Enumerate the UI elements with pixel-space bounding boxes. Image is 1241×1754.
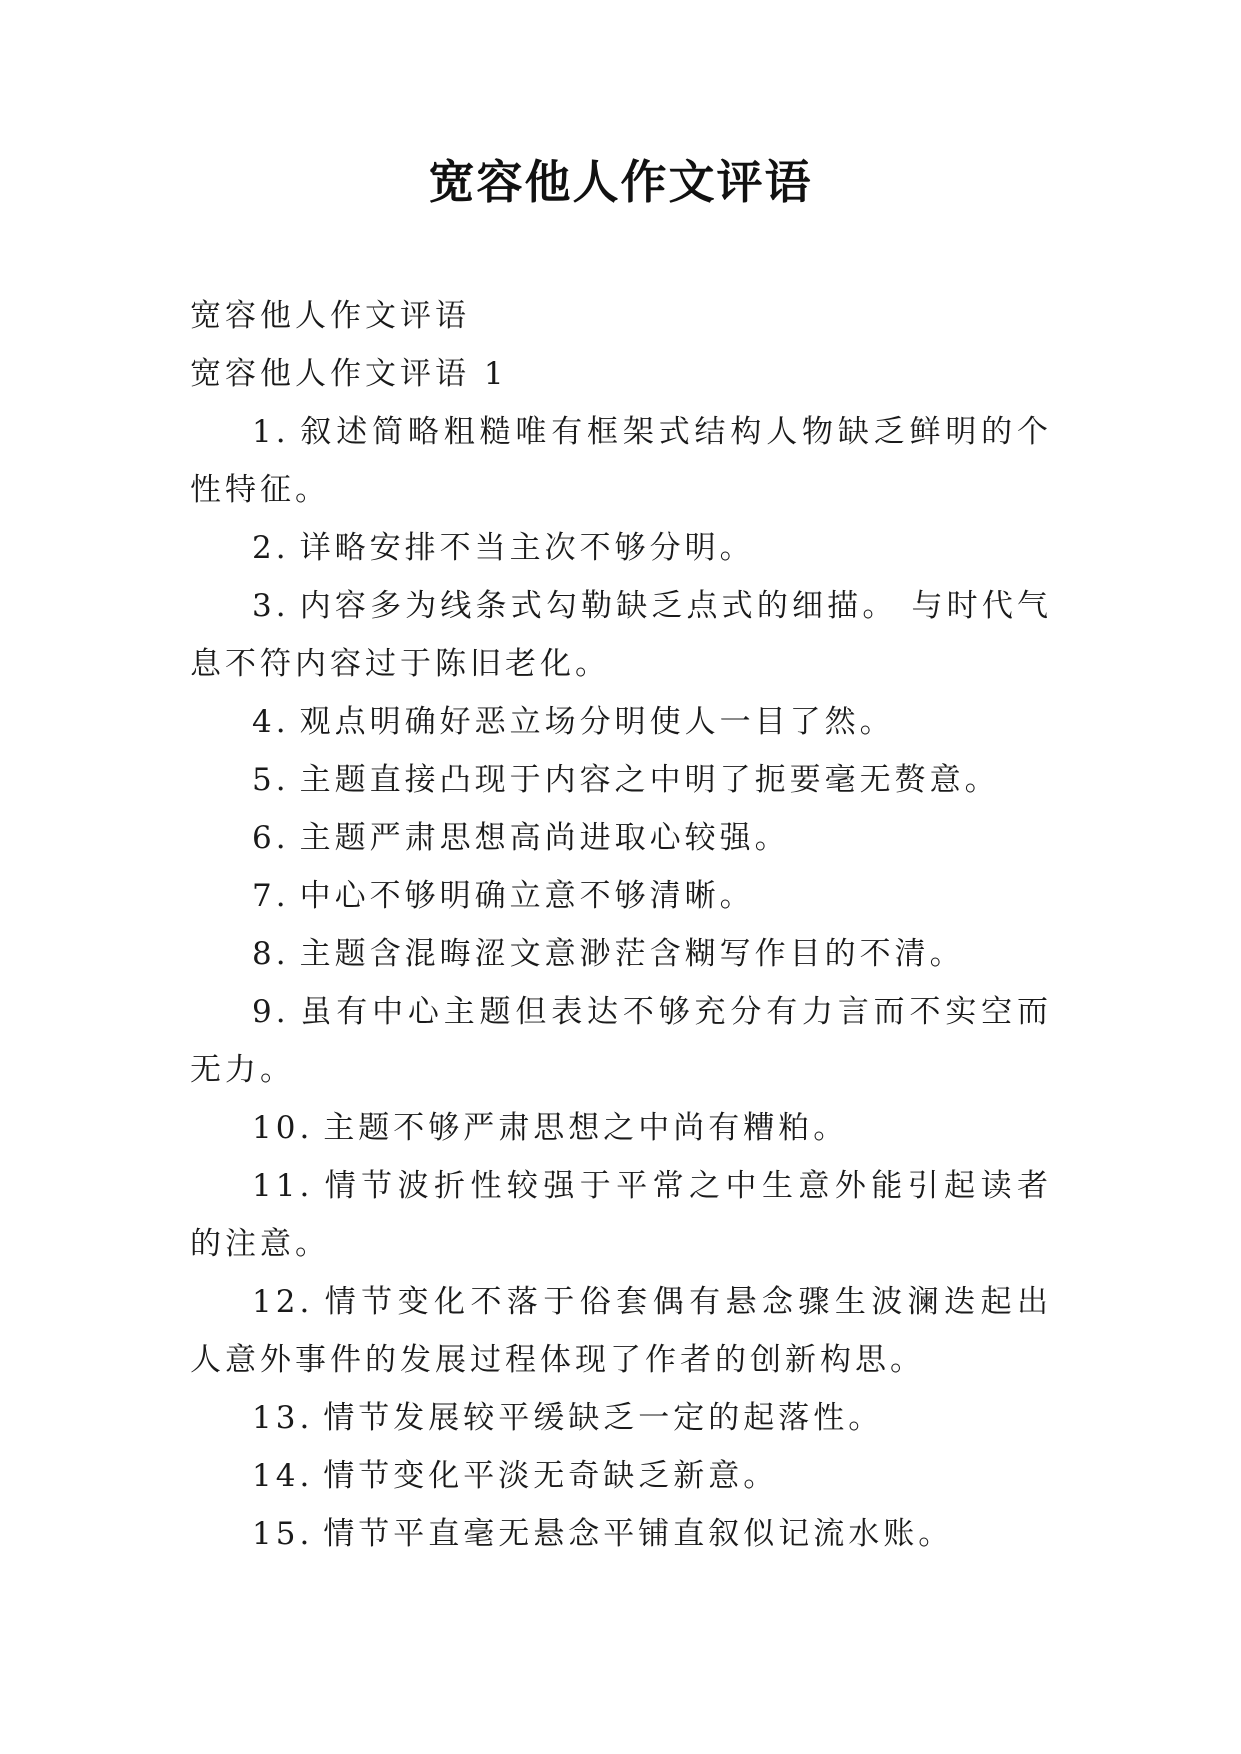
- item-number: 1.: [252, 414, 290, 450]
- item-number: 6.: [252, 820, 290, 856]
- list-item: [190, 577, 1052, 693]
- list-item: [190, 1447, 1052, 1505]
- list-item: [190, 403, 1052, 519]
- item-text: 主题严肃思想高尚进取心较强。: [299, 820, 790, 856]
- item-text: 情节发展较平缓缺乏一定的起落性。: [323, 1400, 884, 1436]
- section-heading: 宽容他人作文评语 1: [190, 356, 508, 392]
- item-text: 情节波折性较强于平常之中生意外能引起读者的注意。: [190, 1168, 1052, 1262]
- document-title: 宽容他人作文评语: [428, 155, 813, 209]
- item-number: 8.: [252, 936, 290, 972]
- document-body: [190, 287, 1052, 1563]
- document-subtitle: 宽容他人作文评语: [190, 298, 470, 334]
- item-number: 4.: [252, 704, 290, 740]
- item-text: 观点明确好恶立场分明使人一目了然。: [299, 704, 895, 740]
- item-text: 虽有中心主题但表达不够充分有力言而不实空而无力。: [190, 994, 1052, 1088]
- list-item: [190, 1099, 1052, 1157]
- list-item: [190, 867, 1052, 925]
- item-text: 情节变化平淡无奇缺乏新意。: [323, 1458, 779, 1494]
- list-item: [190, 751, 1052, 809]
- item-number: 13.: [252, 1400, 314, 1436]
- item-number: 3.: [252, 588, 290, 624]
- list-item: [190, 1505, 1052, 1563]
- item-text: 详略安排不当主次不够分明。: [299, 530, 755, 566]
- item-number: 15.: [252, 1516, 314, 1552]
- list-item: [190, 1273, 1052, 1389]
- item-number: 11.: [252, 1168, 314, 1204]
- item-number: 14.: [252, 1458, 314, 1494]
- item-text: 情节变化不落于俗套偶有悬念骤生波澜迭起出人意外事件的发展过程体现了作者的创新构思。: [190, 1284, 1052, 1378]
- item-text: 叙述简略粗糙唯有框架式结构人物缺乏鲜明的个性特征。: [190, 414, 1052, 508]
- item-number: 5.: [252, 762, 290, 798]
- list-item: [190, 1389, 1052, 1447]
- item-number: 7.: [252, 878, 290, 914]
- item-text: 中心不够明确立意不够清晰。: [299, 878, 755, 914]
- item-text: 内容多为线条式勾勒缺乏点式的细描。 与时代气息不符内容过于陈旧老化。: [190, 588, 1052, 682]
- item-number: 2.: [252, 530, 290, 566]
- item-number: 9.: [252, 994, 290, 1030]
- list-item: [190, 519, 1052, 577]
- list-item: [190, 693, 1052, 751]
- list-item: [190, 1157, 1052, 1273]
- item-text: 主题不够严肃思想之中尚有糟粕。: [323, 1110, 849, 1146]
- item-number: 10.: [252, 1110, 314, 1146]
- item-text: 主题含混晦涩文意渺茫含糊写作目的不清。: [299, 936, 965, 972]
- item-text: 情节平直毫无悬念平铺直叙似记流水账。: [323, 1516, 954, 1552]
- list-item: [190, 809, 1052, 867]
- list-item: [190, 983, 1052, 1099]
- item-number: 12.: [252, 1284, 314, 1320]
- item-text: 主题直接凸现于内容之中明了扼要毫无赘意。: [299, 762, 1000, 798]
- list-item: [190, 925, 1052, 983]
